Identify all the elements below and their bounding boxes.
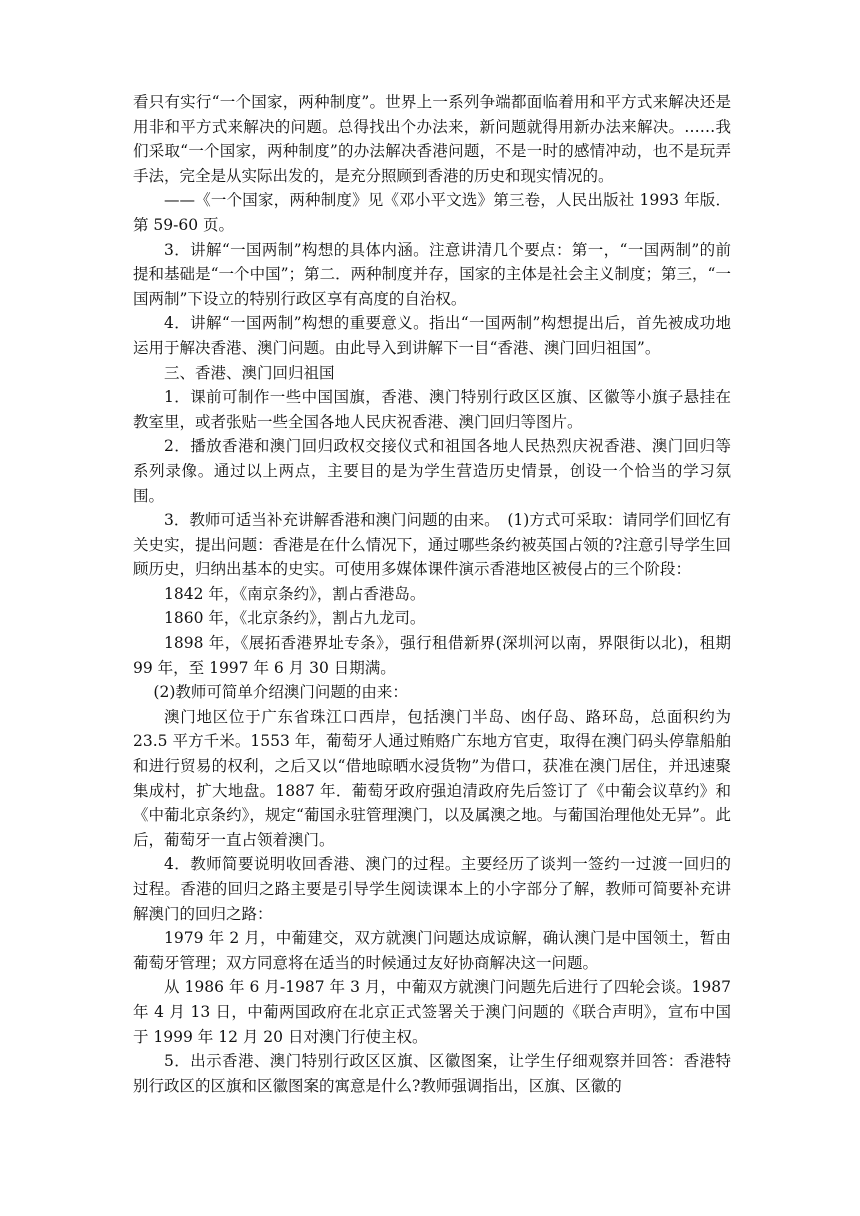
paragraph-treaty-1842: 1842 年，《南京条约》，割占香港岛。 (164, 584, 426, 603)
paragraph-point-3: 3．讲解“一国两制”构想的具体内涵。注意讲清几个要点：第一，“一国两制”的前提和基础是“一个中国”；第二．两种制度并存，国家的主体是社会主义制度；第三，“一国两制”下设立的特别行政区享有高度的自治权。 (133, 240, 731, 308)
paragraph-step-1: 1．课前可制作一些中国国旗，香港、澳门特别行政区区旗、区徽等小旗子悬挂在教室里，或者张贴一些全国各地人民庆祝香港、澳门回归等图片。 (133, 388, 731, 431)
paragraph-1979: 1979 年 2 月，中葡建交，双方就澳门问题达成谅解，确认澳门是中国领土，暂由葡萄牙管理；双方同意将在适当的时候通过友好协商解决这一问题。 (133, 929, 731, 972)
paragraph-macau-intro: (2)教师可简单介绍澳门问题的由来： (133, 683, 408, 702)
paragraph-step-3: 3．教师可适当补充讲解香港和澳门问题的由来。 (1)方式可采取：请同学们回忆有关史实，提出问题：香港是在什么情况下，通过哪些条约被英国占领的?注意引导学生回顾历史，归纳出基本的史实。可使用多媒体课件演示香港地区被侵占的三个阶段： (133, 511, 731, 579)
section-heading: 三、香港、澳门回归祖国 (164, 363, 335, 382)
paragraph-citation: ——《一个国家，两种制度》见《邓小平文选》第三卷，人民出版社 1993 年版．第 59-60 页。 (133, 191, 731, 234)
paragraph-step-2: 2．播放香港和澳门回归政权交接仪式和祖国各地人民热烈庆祝香港、澳门回归等系列录像。通过以上两点，主要目的是为学生营造历史情景，创设一个恰当的学习氛围。 (133, 437, 731, 505)
document-page (133, 90, 731, 1098)
paragraph-quote-continuation: 看只有实行“一个国家，两种制度”。世界上一系列争端都面临着用和平方式来解决还是用非和平方式来解决的问题。总得找出个办法来，新问题就得用新办法来解决。……我们采取“一个国家，两种制度”的办法解决香港问题，不是一时的感情冲动，也不是玩弄手法，完全是从实际出发的，是充分照顾到香港的历史和现实情况的。 (133, 93, 731, 185)
paragraph-point-4: 4．讲解“一国两制”构想的重要意义。指出“一国两制”构想提出后，首先被成功地运用于解决香港、澳门问题。由此导入到讲解下一目“香港、澳门回归祖国”。 (133, 314, 731, 357)
paragraph-macau-history: 澳门地区位于广东省珠江口西岸，包括澳门半岛、凼仔岛、路环岛，总面积约为 23.5 平方千米。1553 年，葡萄牙人通过贿赂广东地方官吏，取得在澳门码头停靠船舶和进行贸易的权利，之后又以“借地晾晒水浸货物”为借口，获准在澳门居住，并迅速聚集成村，扩大地盘。1887 年．葡萄牙政府强迫清政府先后签订了《中葡会议草约》和《中葡北京条约》，规定“葡国永驻管理澳门，以及属澳之地。与葡国治理他处无异”。此后，葡萄牙一直占领着澳门。 (133, 707, 731, 849)
paragraph-1986-1987: 从 1986 年 6 月-1987 年 3 月，中葡双方就澳门问题先后进行了四轮会谈。1987 年 4 月 13 日，中葡两国政府在北京正式签署关于澳门问题的《联合声明》，宣布中国于 1999 年 12 月 20 日对澳门行使主权。 (133, 978, 731, 1046)
paragraph-step-4: 4．教师简要说明收回香港、澳门的过程。主要经历了谈判一签约一过渡一回归的过程。香港的回归之路主要是引导学生阅读课本上的小字部分了解，教师可简要补充讲解澳门的回归之路： (133, 855, 731, 923)
paragraph-treaty-1860: 1860 年，《北京条约》，割占九龙司。 (164, 609, 426, 628)
paragraph-step-5: 5．出示香港、澳门特别行政区区旗、区徽图案，让学生仔细观察并回答：香港特别行政区的区旗和区徽图案的寓意是什么?教师强调指出，区旗、区徽的 (133, 1052, 731, 1095)
paragraph-treaty-1898: 1898 年，《展拓香港界址专条》，强行租借新界(深圳河以南，界限街以北)，租期 99 年，至 1997 年 6 月 30 日期满。 (133, 634, 731, 677)
